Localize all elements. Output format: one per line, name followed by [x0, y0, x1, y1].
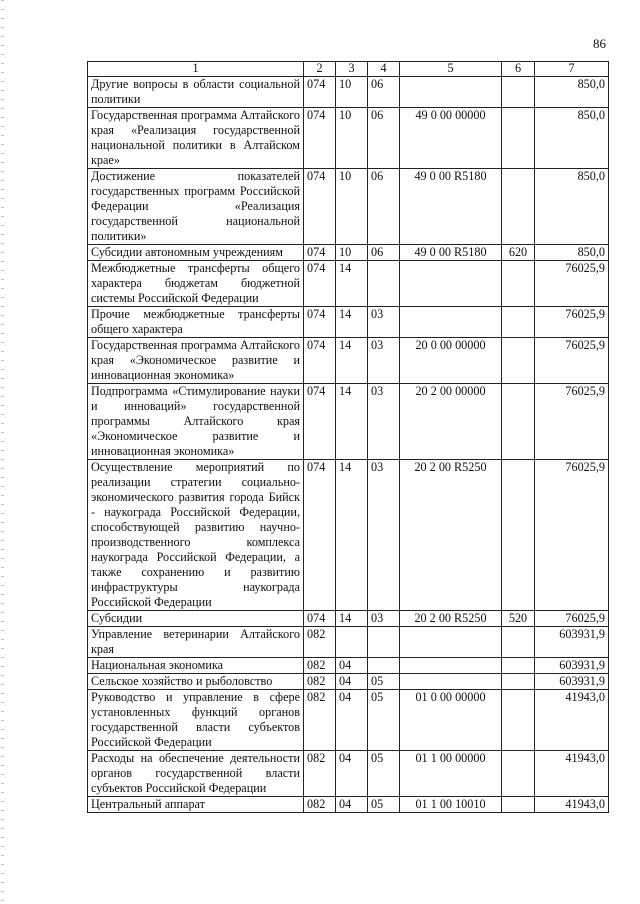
- row-section-cell: 14: [336, 384, 368, 460]
- header-col-2: 2: [304, 62, 336, 77]
- row-amount-cell: 850,0: [535, 108, 609, 169]
- row-amount-cell: 76025,9: [535, 307, 609, 338]
- row-section-cell: [336, 627, 368, 658]
- row-expense-type-cell: 520: [502, 611, 535, 627]
- row-target-article-cell: [400, 307, 502, 338]
- row-section-cell: 14: [336, 307, 368, 338]
- row-expense-type-cell: [502, 674, 535, 690]
- row-section-cell: 04: [336, 797, 368, 813]
- table-row: [88, 108, 609, 169]
- row-amount-cell: 603931,9: [535, 627, 609, 658]
- row-expense-type-cell: [502, 797, 535, 813]
- header-col-4: 4: [368, 62, 400, 77]
- table-row: [88, 77, 609, 108]
- row-amount-cell: 850,0: [535, 77, 609, 108]
- row-subsection-cell: 06: [368, 245, 400, 261]
- row-code-cell: 082: [304, 627, 336, 658]
- table-row: [88, 261, 609, 307]
- header-col-3: 3: [336, 62, 368, 77]
- row-section-cell: 04: [336, 674, 368, 690]
- row-subsection-cell: 05: [368, 674, 400, 690]
- row-section-cell: 14: [336, 338, 368, 384]
- row-amount-cell: 603931,9: [535, 658, 609, 674]
- table-row: [88, 627, 609, 658]
- row-subsection-cell: 05: [368, 797, 400, 813]
- row-target-article-cell: [400, 674, 502, 690]
- row-target-article-cell: 01 1 00 10010: [400, 797, 502, 813]
- row-target-article-cell: 20 2 00 00000: [400, 384, 502, 460]
- row-subsection-cell: 03: [368, 384, 400, 460]
- table-row: [88, 797, 609, 813]
- row-target-article-cell: 01 0 00 00000: [400, 690, 502, 751]
- row-amount-cell: 603931,9: [535, 674, 609, 690]
- row-section-cell: 10: [336, 245, 368, 261]
- table-row: [88, 460, 609, 611]
- header-col-1: 1: [88, 62, 304, 77]
- table-row: [88, 338, 609, 384]
- table-row: [88, 674, 609, 690]
- header-col-5: 5: [400, 62, 502, 77]
- row-name-cell: Межбюджетные трансферты общего характера бюджетам бюджетной системы Российской Федерации: [88, 261, 304, 307]
- row-expense-type-cell: [502, 338, 535, 384]
- row-amount-cell: 76025,9: [535, 384, 609, 460]
- row-name-cell: Субсидии: [88, 611, 304, 627]
- row-expense-type-cell: [502, 658, 535, 674]
- row-code-cell: 082: [304, 690, 336, 751]
- row-name-cell: Прочие межбюджетные трансферты общего характера: [88, 307, 304, 338]
- row-subsection-cell: 05: [368, 751, 400, 797]
- row-code-cell: 082: [304, 797, 336, 813]
- row-code-cell: 082: [304, 751, 336, 797]
- row-code-cell: 074: [304, 169, 336, 245]
- row-subsection-cell: 03: [368, 611, 400, 627]
- table-row: [88, 658, 609, 674]
- row-name-cell: Осуществление мероприятий по реализации стратегии социально-экономического развития города Бийск - наукограда Российской Федерации, способствующей развитию научно-производственного комплекса наукограда Российской Федерации, а также сохранению и развитию инфраструктуры наукограда Российской Федерации: [88, 460, 304, 611]
- header-col-7: 7: [535, 62, 609, 77]
- row-name-cell: Расходы на обеспечение деятельности органов государственной власти субъектов Российской Федерации: [88, 751, 304, 797]
- row-code-cell: 074: [304, 307, 336, 338]
- table-row: [88, 690, 609, 751]
- header-col-6: 6: [502, 62, 535, 77]
- row-section-cell: 04: [336, 690, 368, 751]
- row-target-article-cell: [400, 658, 502, 674]
- row-expense-type-cell: [502, 690, 535, 751]
- row-name-cell: Подпрограмма «Стимулирование науки и инноваций» государственной программы Алтайского края «Экономическое развитие и инновационная экономика»: [88, 384, 304, 460]
- row-code-cell: 074: [304, 460, 336, 611]
- page-number: 86: [593, 36, 606, 51]
- row-section-cell: 14: [336, 460, 368, 611]
- table-row: [88, 384, 609, 460]
- row-target-article-cell: 49 0 00 R5180: [400, 245, 502, 261]
- row-name-cell: Управление ветеринарии Алтайского края: [88, 627, 304, 658]
- table-row: [88, 169, 609, 245]
- row-section-cell: 10: [336, 77, 368, 108]
- row-section-cell: 14: [336, 611, 368, 627]
- row-name-cell: Государственная программа Алтайского края «Реализация государственной национальной политики в Алтайском крае»: [88, 108, 304, 169]
- row-name-cell: Сельское хозяйство и рыболовство: [88, 674, 304, 690]
- row-code-cell: 074: [304, 77, 336, 108]
- budget-table: [87, 61, 609, 813]
- table-row: [88, 611, 609, 627]
- row-name-cell: Руководство и управление в сфере установленных функций органов государственной власти субъектов Российской Федерации: [88, 690, 304, 751]
- row-expense-type-cell: [502, 169, 535, 245]
- row-code-cell: 074: [304, 338, 336, 384]
- row-subsection-cell: 03: [368, 338, 400, 384]
- row-name-cell: Государственная программа Алтайского края «Экономическое развитие и инновационная экономика»: [88, 338, 304, 384]
- row-section-cell: 10: [336, 169, 368, 245]
- row-code-cell: 074: [304, 261, 336, 307]
- row-expense-type-cell: [502, 627, 535, 658]
- row-subsection-cell: 06: [368, 169, 400, 245]
- row-amount-cell: 41943,0: [535, 751, 609, 797]
- row-code-cell: 074: [304, 108, 336, 169]
- table-row: [88, 245, 609, 261]
- row-target-article-cell: 20 0 00 00000: [400, 338, 502, 384]
- row-expense-type-cell: [502, 460, 535, 611]
- row-target-article-cell: 20 2 00 R5250: [400, 611, 502, 627]
- row-amount-cell: 41943,0: [535, 690, 609, 751]
- row-subsection-cell: 03: [368, 307, 400, 338]
- row-code-cell: 074: [304, 611, 336, 627]
- row-name-cell: Национальная экономика: [88, 658, 304, 674]
- row-name-cell: Центральный аппарат: [88, 797, 304, 813]
- row-expense-type-cell: [502, 751, 535, 797]
- row-name-cell: Субсидии автономным учреждениям: [88, 245, 304, 261]
- table-header-row: [88, 62, 609, 77]
- row-name-cell: Другие вопросы в области социальной политики: [88, 77, 304, 108]
- row-target-article-cell: 49 0 00 R5180: [400, 169, 502, 245]
- row-name-cell: Достижение показателей государственных программ Российской Федерации «Реализация государственной национальной политики»: [88, 169, 304, 245]
- row-section-cell: 04: [336, 751, 368, 797]
- row-code-cell: 082: [304, 658, 336, 674]
- row-amount-cell: 850,0: [535, 169, 609, 245]
- row-section-cell: 10: [336, 108, 368, 169]
- row-subsection-cell: [368, 627, 400, 658]
- row-target-article-cell: 49 0 00 00000: [400, 108, 502, 169]
- row-expense-type-cell: [502, 307, 535, 338]
- row-section-cell: 14: [336, 261, 368, 307]
- row-target-article-cell: 01 1 00 00000: [400, 751, 502, 797]
- row-subsection-cell: 06: [368, 77, 400, 108]
- row-amount-cell: 850,0: [535, 245, 609, 261]
- row-expense-type-cell: [502, 261, 535, 307]
- row-subsection-cell: [368, 658, 400, 674]
- row-code-cell: 082: [304, 674, 336, 690]
- row-expense-type-cell: 620: [502, 245, 535, 261]
- row-subsection-cell: 05: [368, 690, 400, 751]
- row-expense-type-cell: [502, 384, 535, 460]
- row-expense-type-cell: [502, 77, 535, 108]
- row-amount-cell: 76025,9: [535, 261, 609, 307]
- row-subsection-cell: 06: [368, 108, 400, 169]
- row-expense-type-cell: [502, 108, 535, 169]
- row-target-article-cell: [400, 77, 502, 108]
- scan-edge-dots: [1, 0, 4, 904]
- row-target-article-cell: [400, 627, 502, 658]
- row-amount-cell: 76025,9: [535, 611, 609, 627]
- row-section-cell: 04: [336, 658, 368, 674]
- row-amount-cell: 76025,9: [535, 338, 609, 384]
- row-target-article-cell: [400, 261, 502, 307]
- row-amount-cell: 76025,9: [535, 460, 609, 611]
- row-target-article-cell: 20 2 00 R5250: [400, 460, 502, 611]
- row-amount-cell: 41943,0: [535, 797, 609, 813]
- row-code-cell: 074: [304, 384, 336, 460]
- row-subsection-cell: 03: [368, 460, 400, 611]
- row-code-cell: 074: [304, 245, 336, 261]
- table-row: [88, 751, 609, 797]
- table-row: [88, 307, 609, 338]
- row-subsection-cell: [368, 261, 400, 307]
